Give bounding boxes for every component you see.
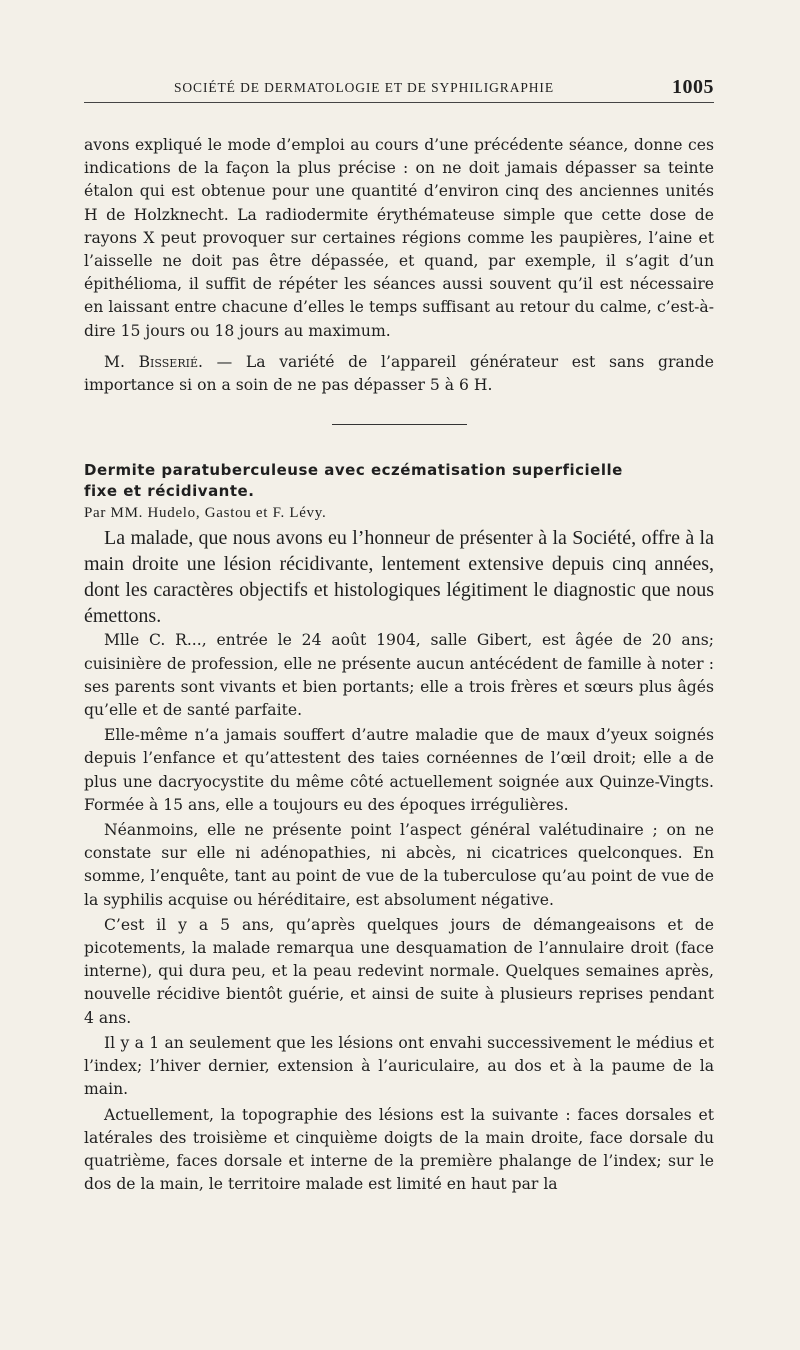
article-title-line-1: Dermite paratuberculeuse avec eczématisation superficielle: [84, 461, 623, 480]
article-title-line-2: fixe et récidivante.: [84, 482, 255, 501]
article-paragraph-5: Il y a 1 an seulement que les lésions ont envahi successivement le médius et l’index; l’hiver dernier, extension à l’auriculaire, au dos et à la paume de la main.: [84, 1033, 714, 1099]
article-paragraph-4: C’est il y a 5 ans, qu’après quelques jours de démangeaisons et de picotements, la malade remarqua une desquamation de l’annulaire droit (face interne), qui dura peu, et la peau redevint normale. Quelques semaines après, nouvelle récidive bientôt guérie, et ainsi de suite à plusieurs reprises pendant 4 ans.: [84, 915, 714, 1027]
page-number: 1005: [672, 76, 714, 98]
article-paragraph-2: Elle-même n’a jamais souffert d’autre maladie que de maux d’yeux soignés depuis l’enfance et qu’attestent des taies cornéennes de l’œil droit; elle a de plus une dacryocystite du même côté actuellement soignée aux Quinze-Vingts. Formée à 15 ans, elle a toujours eu des époques irrégulières.: [84, 726, 714, 814]
remark-text: — La variété de l’appareil générateur est sans grande importance si on a soin de ne pas dépasser 5 à 6 H.: [84, 352, 714, 395]
article-title: [84, 460, 714, 502]
running-head-title: SOCIÉTÉ DE DERMATOLOGIE ET DE SYPHILIGRAPHIE: [174, 80, 554, 95]
article-paragraph-1: Mlle C. R..., entrée le 24 août 1904, salle Gibert, est âgée de 20 ans; cuisinière de profession, elle ne présente aucun antécédent de famille à noter : ses parents sont vivants et bien portants; elle a trois frères et sœurs plus âgés qu’elle et de santé parfaite.: [84, 631, 714, 720]
article-authors: Par MM. Hudelo, Gastou et F. Lévy.: [84, 505, 327, 522]
article-lead: La malade, que nous avons eu l’honneur de présenter à la Société, offre à la main droite une lésion récidivante, lentement extensive depuis cinq années, dont les caractères objectifs et histologiques légitiment le diagnostic que nous émettons.: [84, 527, 714, 628]
continued-paragraph: avons expliqué le mode d’emploi au cours d’une précédente séance, donne ces indications de la façon la plus précise : on ne doit jamais dépasser sa teinte étalon qui est obtenue pour une quantité d’environ cinq des anciennes unités H de Holzknecht. La radiodermite érythémateuse simple que cette dose de rayons X peut provoquer sur certaines régions comme les paupières, l’aine et l’aisselle ne doit pas être dépassée, et quand, par exemple, il s’agit d’un épithélioma, il suffit de répéter les séances aussi souvent qu’il est nécessaire en laissant entre chacune d’elles le temps suffisant au retour du calme, c’est-à-dire 15 jours ou 18 jours au maximum.: [84, 136, 714, 340]
article-paragraph-6: Actuellement, la topographie des lésions est la suivante : faces dorsales et latérales des troisième et cinquième doigts de la main droite, face dorsale du quatrième, faces dorsale et interne de la première phalange de l’index; sur le dos de la main, le territoire malade est limité en haut par la: [84, 1105, 714, 1194]
speaker-name: M. Bisserié.: [104, 352, 203, 371]
discussion-remark: [84, 351, 714, 397]
running-head: [84, 76, 714, 103]
section-divider: [332, 424, 467, 425]
page-body: [84, 134, 714, 1198]
article-paragraph-3: Néanmoins, elle ne présente point l’aspect général valétudinaire ; on ne constate sur elle ni adénopathies, ni abcès, ni cicatrices quelconques. En somme, l’enquête, tant au point de vue de la tuberculose qu’au point de vue de la syphilis acquise ou héréditaire, est absolument négative.: [84, 821, 714, 909]
